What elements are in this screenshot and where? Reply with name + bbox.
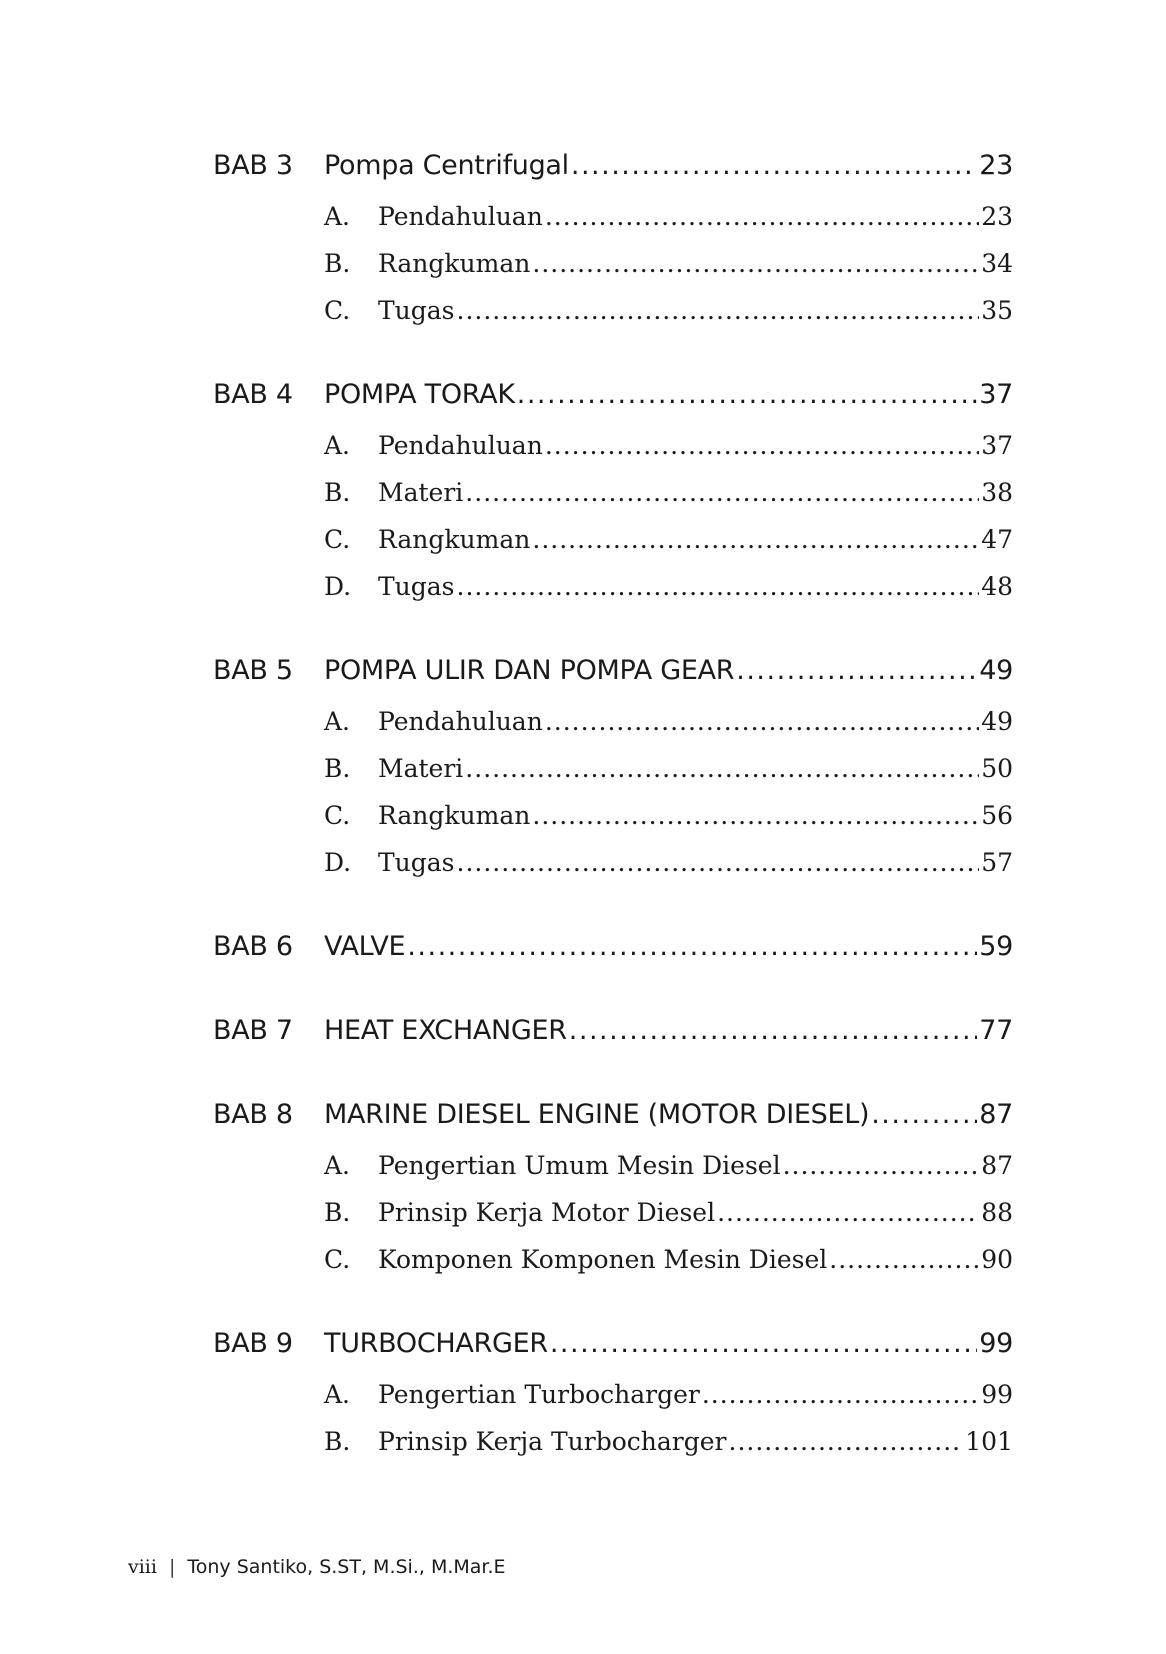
dot-leader: [465, 754, 979, 783]
toc-entry[interactable]: [324, 249, 1013, 296]
entry-page: 56: [981, 801, 1013, 830]
chapter-bab-8: [213, 1099, 1013, 1292]
chapter-number: BAB 6: [213, 931, 293, 962]
dot-leader: [517, 379, 978, 410]
dot-leader: [545, 431, 979, 460]
entry-title: Prinsip Kerja Motor Diesel: [378, 1198, 716, 1227]
entry-title: Tugas: [378, 572, 455, 601]
chapter-title: MARINE DIESEL ENGINE (MOTOR DIESEL): [324, 1099, 870, 1130]
entry-title: Tugas: [378, 296, 455, 325]
toc-entry[interactable]: [324, 801, 1013, 848]
entry-title: Rangkuman: [378, 525, 531, 554]
chapter-heading[interactable]: [213, 379, 1013, 431]
entry-letter: B.: [324, 1198, 351, 1227]
entry-letter: B.: [324, 754, 351, 783]
dot-leader: [829, 1245, 979, 1274]
chapter-number: BAB 5: [213, 655, 293, 686]
chapter-heading[interactable]: [213, 655, 1013, 707]
toc-entry[interactable]: [324, 1198, 1013, 1245]
chapter-bab-9: [213, 1328, 1013, 1474]
entry-page: 34: [981, 249, 1013, 278]
entry-letter: B.: [324, 1427, 351, 1456]
chapter-bab-5: [213, 655, 1013, 895]
spacer: [213, 619, 1013, 655]
chapter-page: 77: [979, 1015, 1013, 1046]
entry-title: Komponen Komponen Mesin Diesel: [378, 1245, 828, 1274]
entry-page: 37: [981, 431, 1013, 460]
entry-letter: C.: [324, 296, 351, 325]
chapter-number: BAB 8: [213, 1099, 293, 1130]
dot-leader: [571, 150, 977, 181]
dot-leader: [545, 707, 979, 736]
entry-page: 47: [981, 525, 1013, 554]
dot-leader: [407, 931, 977, 962]
dot-leader: [729, 1427, 964, 1456]
chapter-number: BAB 7: [213, 1015, 293, 1046]
chapter-page: 59: [979, 931, 1013, 962]
dot-leader: [457, 296, 980, 325]
spacer: [213, 1067, 1013, 1099]
entry-title: Pendahuluan: [378, 202, 543, 231]
toc-entry[interactable]: [324, 1245, 1013, 1292]
entry-page: 90: [981, 1245, 1013, 1274]
chapter-title: TURBOCHARGER: [324, 1328, 548, 1359]
toc-entry[interactable]: [324, 202, 1013, 249]
chapter-page: 99: [979, 1328, 1013, 1359]
table-of-contents: [213, 150, 1013, 1474]
entry-letter: A.: [324, 202, 351, 231]
toc-entry[interactable]: [324, 848, 1013, 895]
footer-separator: |: [168, 1556, 176, 1578]
chapter-heading[interactable]: [213, 150, 1013, 202]
chapter-heading[interactable]: [213, 1328, 1013, 1380]
chapter-number: BAB 9: [213, 1328, 293, 1359]
toc-entry[interactable]: [324, 1380, 1013, 1427]
entry-letter: D.: [324, 572, 352, 601]
dot-leader: [532, 801, 979, 830]
toc-entry[interactable]: [324, 431, 1013, 478]
entry-title: Pengertian Umum Mesin Diesel: [378, 1151, 781, 1180]
entry-letter: C.: [324, 1245, 351, 1274]
footer-author: Tony Santiko, S.ST, M.Si., M.Mar.E: [187, 1556, 506, 1578]
entry-page: 99: [981, 1380, 1013, 1409]
entry-title: Rangkuman: [378, 801, 531, 830]
entry-title: Pendahuluan: [378, 431, 543, 460]
entry-title: Pengertian Turbocharger: [378, 1380, 700, 1409]
chapter-title: Pompa Centrifugal: [324, 150, 569, 181]
chapter-title: POMPA TORAK: [324, 379, 515, 410]
chapter-number: BAB 4: [213, 379, 293, 410]
entry-letter: A.: [324, 1151, 351, 1180]
dot-leader: [465, 478, 979, 507]
chapter-page: 23: [979, 150, 1013, 181]
spacer: [213, 983, 1013, 1015]
entry-page: 48: [981, 572, 1013, 601]
entry-letter: C.: [324, 801, 351, 830]
chapter-title: HEAT EXCHANGER: [324, 1015, 567, 1046]
entry-page: 38: [981, 478, 1013, 507]
spacer: [213, 343, 1013, 379]
dot-leader: [736, 655, 977, 686]
entry-page: 88: [981, 1198, 1013, 1227]
entry-title: Rangkuman: [378, 249, 531, 278]
dot-leader: [550, 1328, 977, 1359]
chapter-title: VALVE: [324, 931, 406, 962]
dot-leader: [457, 572, 980, 601]
entry-letter: A.: [324, 431, 351, 460]
entry-title: Prinsip Kerja Turbocharger: [378, 1427, 727, 1456]
entry-letter: D.: [324, 848, 352, 877]
entry-title: Materi: [378, 754, 464, 783]
chapter-page: 49: [979, 655, 1013, 686]
chapter-number: BAB 3: [213, 150, 293, 181]
toc-entry[interactable]: [324, 707, 1013, 754]
toc-entry[interactable]: [324, 1427, 1013, 1474]
entry-letter: B.: [324, 249, 351, 278]
dot-leader: [569, 1015, 977, 1046]
entry-letter: A.: [324, 1380, 351, 1409]
dot-leader: [702, 1380, 979, 1409]
chapter-bab-6: [213, 931, 1013, 983]
dot-leader: [532, 525, 979, 554]
chapter-bab-3: [213, 150, 1013, 343]
entry-letter: C.: [324, 525, 351, 554]
toc-entry[interactable]: [324, 478, 1013, 525]
chapter-page: 37: [979, 379, 1013, 410]
dot-leader: [457, 848, 980, 877]
toc-entry[interactable]: [324, 525, 1013, 572]
entry-letter: B.: [324, 478, 351, 507]
chapter-page: 87: [979, 1099, 1013, 1130]
chapter-bab-4: [213, 379, 1013, 619]
footer-page-number: viii: [128, 1556, 157, 1578]
entry-page: 50: [981, 754, 1013, 783]
entry-letter: A.: [324, 707, 351, 736]
entry-page: 87: [981, 1151, 1013, 1180]
chapter-bab-7: [213, 1015, 1013, 1067]
dot-leader: [532, 249, 979, 278]
entry-page: 23: [981, 202, 1013, 231]
toc-entry[interactable]: [324, 754, 1013, 801]
entry-page: 35: [981, 296, 1013, 325]
spacer: [213, 895, 1013, 931]
toc-entry[interactable]: [324, 296, 1013, 343]
entry-page: 101: [965, 1427, 1013, 1456]
entry-title: Tugas: [378, 848, 455, 877]
chapter-title: POMPA ULIR DAN POMPA GEAR: [324, 655, 735, 686]
entry-title: Pendahuluan: [378, 707, 543, 736]
chapter-heading[interactable]: [213, 1099, 1013, 1151]
toc-entry[interactable]: [324, 1151, 1013, 1198]
spacer: [213, 1292, 1013, 1328]
entry-page: 49: [981, 707, 1013, 736]
dot-leader: [871, 1099, 977, 1130]
entry-page: 57: [981, 848, 1013, 877]
dot-leader: [717, 1198, 979, 1227]
chapter-heading[interactable]: [213, 1015, 1013, 1067]
toc-entry[interactable]: [324, 572, 1013, 619]
dot-leader: [783, 1151, 980, 1180]
chapter-heading[interactable]: [213, 931, 1013, 983]
page-footer: [128, 1556, 506, 1578]
dot-leader: [545, 202, 979, 231]
entry-title: Materi: [378, 478, 464, 507]
